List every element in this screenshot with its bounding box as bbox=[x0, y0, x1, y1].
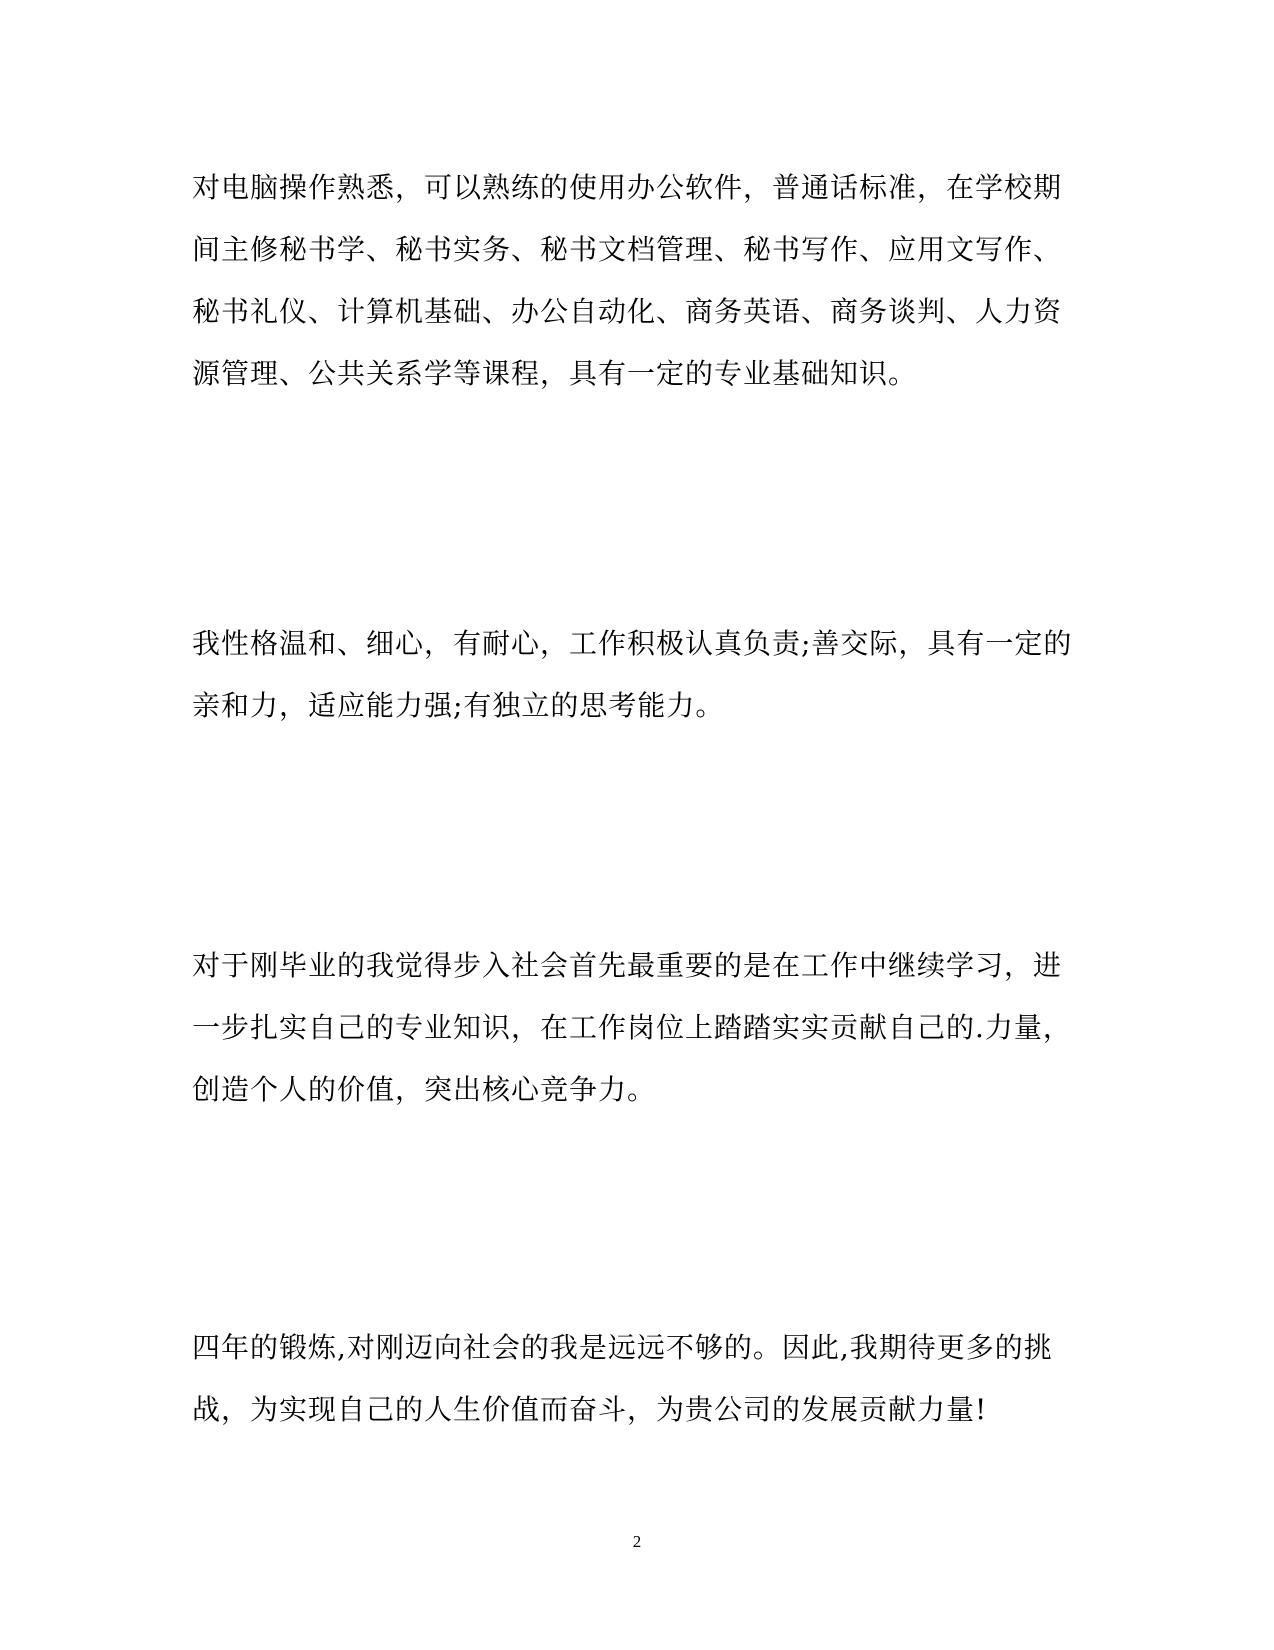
paragraph-line: 创造个人的价值，突出核心竞争力。 bbox=[192, 1073, 657, 1106]
paragraph-closing bbox=[192, 1317, 1082, 1441]
paragraph-line: 源管理、公共关系学等课程，具有一定的专业基础知识。 bbox=[192, 357, 918, 390]
paragraph-line: 间主修秘书学、秘书实务、秘书文档管理、秘书写作、应用文写作、 bbox=[192, 233, 1063, 266]
paragraph-line: 对于刚毕业的我觉得步入社会首先最重要的是在工作中继续学习，进 bbox=[192, 949, 1063, 982]
page-number: 2 bbox=[632, 1532, 642, 1551]
paragraph-personality bbox=[192, 613, 1082, 737]
paragraph-line: 战，为实现自己的人生价值而奋斗，为贵公司的发展贡献力量! bbox=[192, 1393, 988, 1426]
paragraph-skills bbox=[192, 157, 1082, 405]
paragraph-line: 四年的锻炼,对刚迈向社会的我是远远不够的。因此,我期待更多的挑 bbox=[192, 1331, 1053, 1364]
paragraph-line: 我性格温和、细心，有耐心，工作积极认真负责;善交际，具有一定的 bbox=[192, 627, 1073, 660]
paragraph-goals bbox=[192, 935, 1082, 1121]
paragraph-line: 一步扎实自己的专业知识，在工作岗位上踏踏实实贡献自己的.力量， bbox=[192, 1011, 1072, 1044]
paragraph-line: 对电脑操作熟悉，可以熟练的使用办公软件，普通话标准，在学校期 bbox=[192, 171, 1063, 204]
paragraph-line: 秘书礼仪、计算机基础、办公自动化、商务英语、商务谈判、人力资 bbox=[192, 295, 1063, 328]
paragraph-line: 亲和力，适应能力强;有独立的思考能力。 bbox=[192, 689, 725, 722]
